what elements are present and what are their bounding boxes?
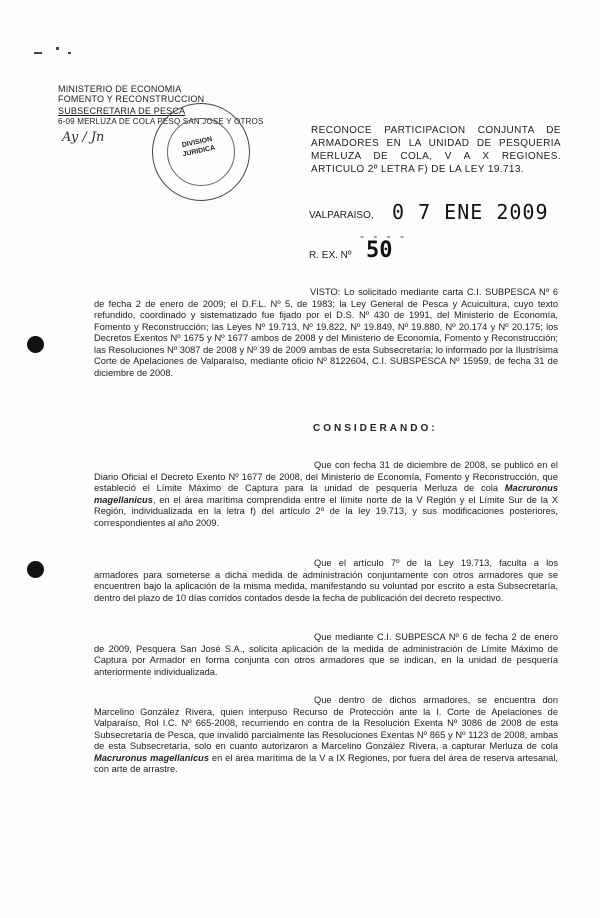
number-dash-marks: - - - - bbox=[360, 229, 407, 243]
considerando-paragraph-1: Que con fecha 31 de diciembre de 2008, se publicó en el Diario Oficial el Decreto Exento Nº 1677 de 2008, del Ministerio de Economía, Fomento y Reconstrucción, que estableció el Límite Máximo de Captura para la unidad de pesquería Merluza de cola Macruronus magellanicus, en el área marítima comprendida entre el límite norte de la V Región y el Límite Sur de la X Región, individualizada en la letra f) del artículo 2º de la ley 19.713, y sus modificaciones posteriores, correspondientes al año 2009. bbox=[94, 460, 558, 528]
place-label: VALPARAISO, bbox=[309, 210, 374, 221]
ministry-division: FOMENTO Y RECONSTRUCCION bbox=[58, 94, 205, 104]
punch-hole bbox=[27, 561, 44, 578]
considerando-heading: CONSIDERANDO: bbox=[313, 423, 438, 434]
resolution-label: R. EX. Nº bbox=[309, 250, 352, 261]
resolution-title: RECONOCE PARTICIPACION CONJUNTA DE ARMADORES EN LA UNIDAD DE PESQUERIA MERLUZA DE COLA, V A X REGIONES. ARTICULO 2º LETRA F) DE LA LEY 19.713. bbox=[311, 125, 561, 175]
considerando-paragraph-4: Que dentro de dichos armadores, se encuentra don Marcelino González Rivera, quien interpuso Recurso de Protección ante la I. Corte de Apelaciones de Valparaíso, Rol I.C. Nº 665-2008, recurriendo en contra de la Resolución Exenta Nº 3086 de 2008 de esta Subsecretaría de Pesca, que invalidó parcialmente las Resoluciones Exentas Nº 865 y Nº 1123 de 2008, ambas de esta Subsecretaría, solo en cuanto autorizaron a Marcelino González Rivera, a capturar Merluza de cola Macruronus magellanicus en el área marítima de la V a IX Regiones, por fuera del área de reserva artesanal, con arte de arrastre. bbox=[94, 695, 558, 774]
file-reference: 6-09 MERLUZA DE COLA PESQ SAN JOSE Y OTROS bbox=[58, 117, 264, 126]
considerando-paragraph-3: Que mediante C.I. SUBPESCA Nº 6 de fecha 2 de enero de 2009, Pesquera San José S.A., solicita aplicación de la medida de administración de Límite Máximo de Captura por Armador en forma conjunta con otros armadores que se indican, en la unidad de pesquería anteriormente individualizada. bbox=[94, 632, 558, 677]
considerando-paragraph-2: Que el artículo 7º de la Ley 19.713, faculta a los armadores para someterse a dicha medida de administración conjuntamente con otros armadores que se encuentren bajo la aplicación de la misma medida, manifestando su voluntad por escrito a esta Subsecretaría, dentro del plazo de 10 días corridos contados desde la fecha de publicación del decreto respectivo. bbox=[94, 558, 558, 603]
scan-speck bbox=[56, 47, 59, 50]
division-stamp bbox=[152, 103, 250, 201]
subsecretariat-name: SUBSECRETARIA DE PESCA bbox=[58, 106, 186, 116]
species-name: Macruronus magellanicus bbox=[94, 752, 210, 763]
handwritten-initials: Ay / Jn bbox=[62, 130, 105, 145]
date-stamp: 0 7 ENE 2009 bbox=[392, 200, 549, 224]
stamp-text: DIVISION JURIDICA bbox=[181, 135, 216, 159]
scan-speck bbox=[34, 52, 42, 54]
species-name: Macruronus magellanicus bbox=[94, 483, 558, 505]
punch-hole bbox=[27, 336, 44, 353]
scan-speck bbox=[68, 52, 71, 54]
resolution-number: 50 bbox=[366, 238, 393, 263]
ministry-name: MINISTERIO DE ECONOMIA bbox=[58, 84, 182, 94]
visto-paragraph: VISTO: Lo solicitado mediante carta C.I. SUBPESCA Nº 6 de fecha 2 de enero de 2009; el D.F.L. Nº 5, de 1983; la Ley General de Pesca y Acuicultura, cuyo texto refundido, coordinado y sistematizado fue fijado por el D.S. Nº 430 de 1991, del Ministerio de Economía, Fomento y Reconstrucción; las Leyes Nº 19.713, Nº 19.822, Nº 19.849, Nº 19.880, Nº 20.174 y Nº 20.175; los Decretos Exentos Nº 1675 y Nº 1677 ambos de 2008 y del Ministerio de Economía, Fomento y Reconstrucción; las Resoluciones Nº 3087 de 2008 y Nº 39 de 2009 ambas de esta Subsecretaría; lo informado por la Ilustrísima Corte de Apelaciones de Valparaíso, mediante oficio Nº 8122604, C.I. SUBSPESCA Nº 15959, de fecha 31 de diciembre de 2008. bbox=[94, 287, 558, 378]
